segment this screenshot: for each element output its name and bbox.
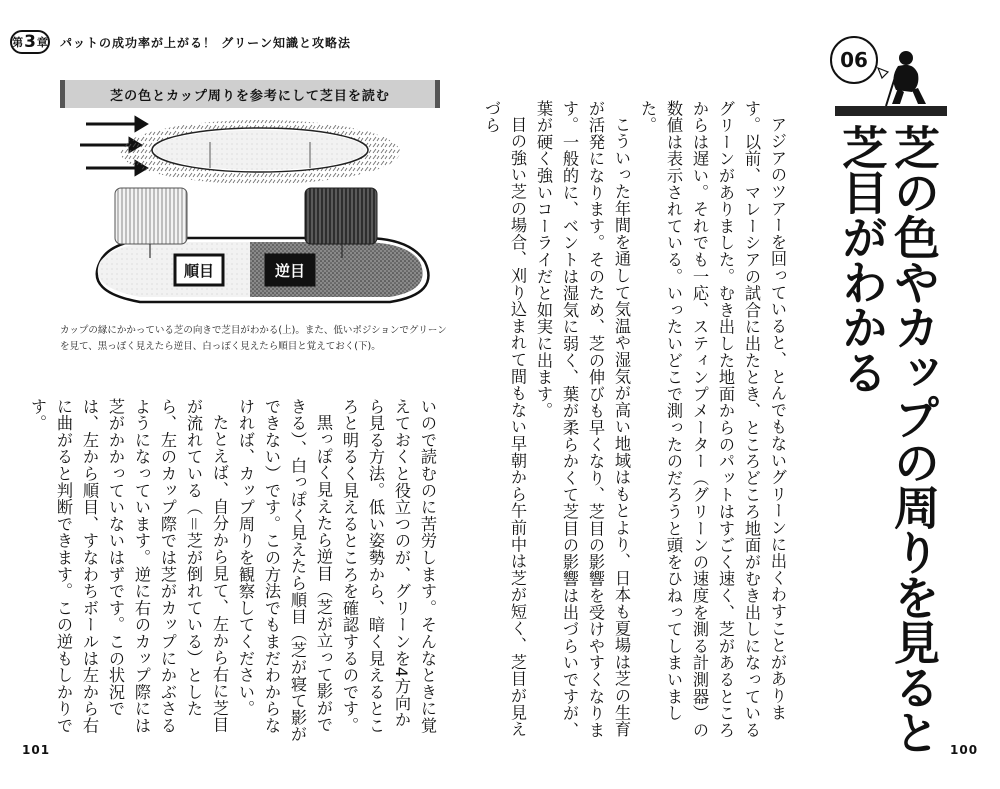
section-title-line-2: 芝目がわかる [835, 124, 889, 394]
title-accent-bar [835, 106, 947, 116]
section-number: 06 [830, 36, 878, 84]
section-title [835, 124, 941, 754]
right-body-text [478, 100, 790, 743]
left-paragraph-3: たとえば、自分から見て、左から右に芝目が流れている（＝芝が倒れている）としたら、左のカップ際では芝がカップにかぶさるようになっています。逆に右のカップ際には芝がかかっていないはずです。この状況では、左から順目、すなわちボールは左から右に曲がると判断できます。この逆もしかりです。 [28, 398, 229, 734]
label-with-grain-box [175, 255, 223, 285]
left-body-text [24, 398, 440, 743]
figure-caption: カップの縁にかかっている芝の向きで芝目がわかる(上)。また、低いポジションでグリーンを見て、黒っぽく見えたら逆目、白っぽく見えたら順目と覚えておく(下)。 [60, 325, 447, 352]
chapter-number: 3 [24, 32, 36, 52]
chapter-title: パットの成功率が上がる！ グリーン知識と攻略法 [60, 36, 351, 50]
label-against-grain: 逆目 [274, 262, 306, 280]
chapter-suffix: 章 [36, 36, 48, 49]
right-paragraph-1: アジアのツアーを回っていると、とんでもないグリーンに出くわすことがあります。以前、マレーシアの試合に出たとき、ところどころ地面がむき出しになっているグリーンがありました。むき出した地面からのパットはすごく速く、芝があるところからは遅い。それでも一応、スティンプメーター（グリーンの速度を測る計測器）の数値は表示されている。いったいどこで測ったのだろうと頭をひねってしまいました。 [638, 100, 787, 739]
right-paragraph-3: 目の強い芝の場合、刈り込まれて間もない早朝から午前中は芝が短く、芝目が見えづら [482, 100, 527, 738]
green-surface [97, 238, 429, 302]
section-title-line-1: 芝の色やカップの周りを見ると [887, 124, 941, 754]
page-number-left: 101 [22, 743, 51, 757]
left-paragraph-2: 黒っぽく見えたら逆目（芝が立って影ができる）、白っぽく見えたら順目（芝が寝て影ができない）です。この方法でもまだわからなければ、カップ周りを観察してください。 [236, 398, 333, 743]
chapter-prefix: 第 [12, 36, 24, 49]
left-paragraph-1: いので読むのに苦労します。そんなときに覚えておくと役立つのが、グリーンを4方向から見る方法。低い姿勢から、暗く見えるところと明るく見えるところを確認するのです。 [340, 398, 437, 734]
label-against-grain-box [266, 255, 314, 285]
green-grain-illustration [60, 112, 450, 322]
right-paragraph-2: こういった年間を通して気温や湿気が高い地域はもとより、日本も夏場は芝の生育が活発になります。そのため、芝の伸びも早くなり、芝目の影響を受けやすくなります。一般的に、ベントは湿気に弱く、葉が柔らかくて芝目の影響は出づらいですが、葉が硬く強いコーライだと如実に出ます。 [534, 100, 631, 739]
chapter-badge [10, 30, 50, 54]
golfer-reading-green-icon [868, 48, 938, 108]
cup-grass-ring [120, 120, 400, 184]
page-number-right: 100 [950, 743, 979, 757]
figure-title: 芝の色とカップ周りを参考にして芝目を読む [60, 80, 440, 108]
label-with-grain: 順目 [183, 262, 215, 280]
